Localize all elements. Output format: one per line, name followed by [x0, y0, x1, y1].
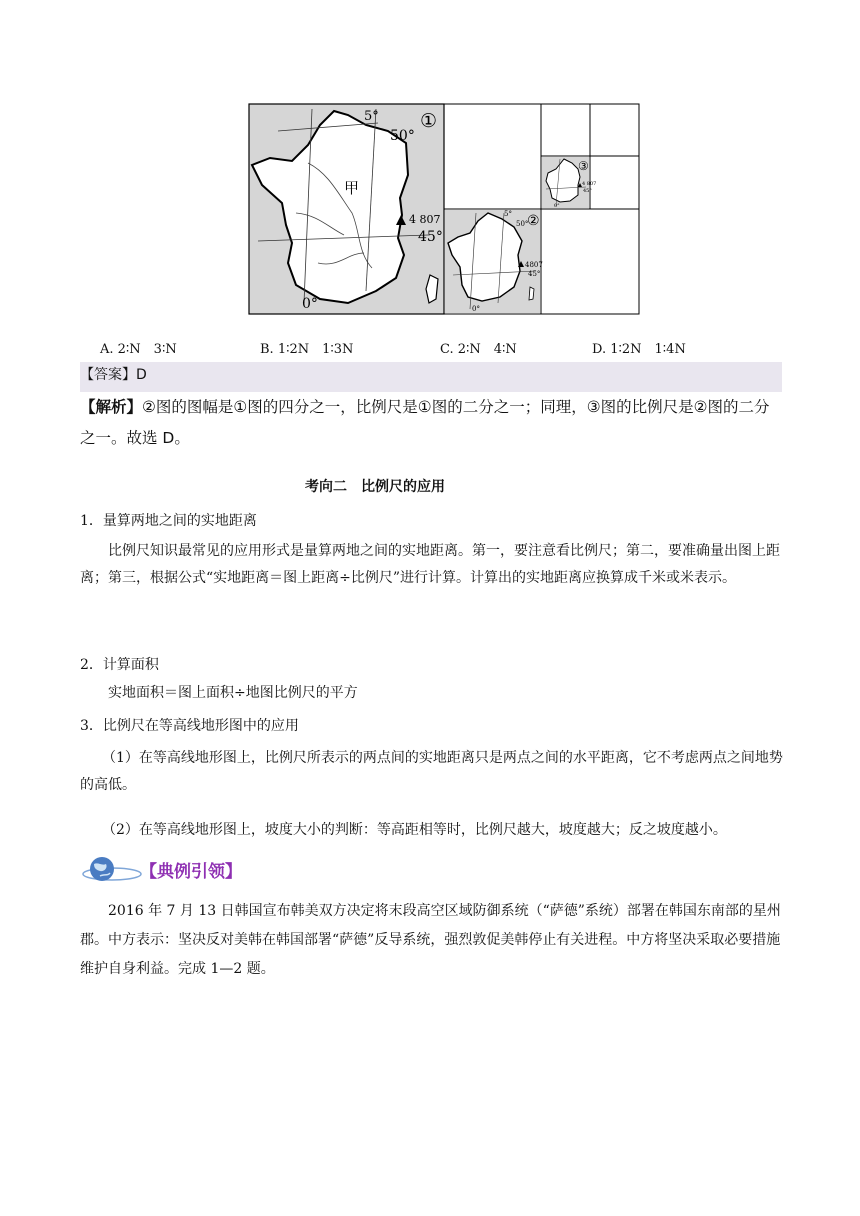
analysis-label: 【解析】 [80, 398, 143, 416]
answer-line: 【答案】D [80, 367, 147, 383]
option-b: B. 1∶2N 1∶3N [260, 342, 354, 357]
peak-label-1: 4 807 [409, 213, 441, 226]
example-text: 2016 年 7 月 13 日韩国宣布韩美双方决定将末段高空区域防御系统（“萨德”系统）部署在韩国东南部的星州郡。中方表示：坚决反对美韩在韩国部署“萨德”反导系统，强烈敦促美韩停止有关进程。中方将坚决采取必要措施维护自身利益。完成 1—2 题。 [80, 903, 781, 977]
item-1-body: 比例尺知识最常见的应用形式是量算两地之间的实地距离。第一，要注意看比例尺；第二，要准确量出图上距离；第三，根据公式“实地距离＝图上距离÷比例尺”进行计算。计算出的实地距离应换算成千米或米表示。 [80, 543, 780, 586]
map-3 [542, 157, 596, 209]
map-1 [249, 104, 444, 314]
analysis-block [80, 392, 783, 454]
lat-top-label-2: 50° [516, 220, 529, 228]
example-heading: 【典例引领】 [140, 862, 242, 882]
item-2-body: 实地面积＝图上面积÷地图比例尺的平方 [108, 685, 358, 701]
lon-label-3: 0° [554, 203, 560, 209]
section-title [0, 476, 860, 496]
lat-label-2: 45° [528, 270, 541, 278]
option-a: A. 2∶N 3∶N [100, 342, 177, 357]
item-3-point-2: （2）在等高线地形图上，坡度大小的判断：等高距相等时，比例尺越大，坡度越大；反之坡度越小。 [102, 822, 727, 838]
item-2-heading: 2．计算面积 [80, 657, 159, 673]
item-1-heading: 1．量算两地之间的实地距离 [80, 513, 257, 529]
lon-label-1: 0° [302, 296, 318, 312]
map-2 [445, 210, 543, 313]
map-number-2: ② [527, 213, 540, 229]
scale-maps-svg [248, 103, 640, 315]
lat-label-3: 45° [583, 188, 592, 194]
lon-top-label-2: 5° [504, 210, 512, 218]
option-c: C. 2∶N 4∶N [440, 342, 517, 357]
option-d: D. 1∶2N 1∶4N [592, 342, 686, 357]
lat-top-label-1: 50° [390, 128, 415, 144]
section-title-text: 考向二 比例尺的应用 [305, 479, 445, 495]
item-3-point-1: （1）在等高线地形图上，比例尺所表示的两点间的实地距离只是两点之间的水平距离，它不考虑两点之间地势的高低。 [80, 750, 783, 793]
analysis-text: ②图的图幅是①图的四分之一，比例尺是①图的二分之一；同理，③图的比例尺是②图的二分之一。故选 D。 [80, 398, 770, 447]
peak-label-3: 4 807 [582, 181, 597, 187]
lon-label-2: 0° [472, 305, 480, 313]
globe-icon [82, 854, 142, 888]
map-number-1: ① [420, 110, 438, 132]
scale-maps-figure [248, 103, 640, 315]
lon-top-label-1: 5° [364, 109, 379, 124]
map-number-3: ③ [578, 159, 589, 173]
lat-label-1: 45° [418, 229, 443, 245]
region-label: 甲 [344, 179, 360, 197]
peak-label-2: 4807 [525, 261, 543, 269]
item-3-heading: 3．比例尺在等高线地形图中的应用 [80, 718, 299, 734]
